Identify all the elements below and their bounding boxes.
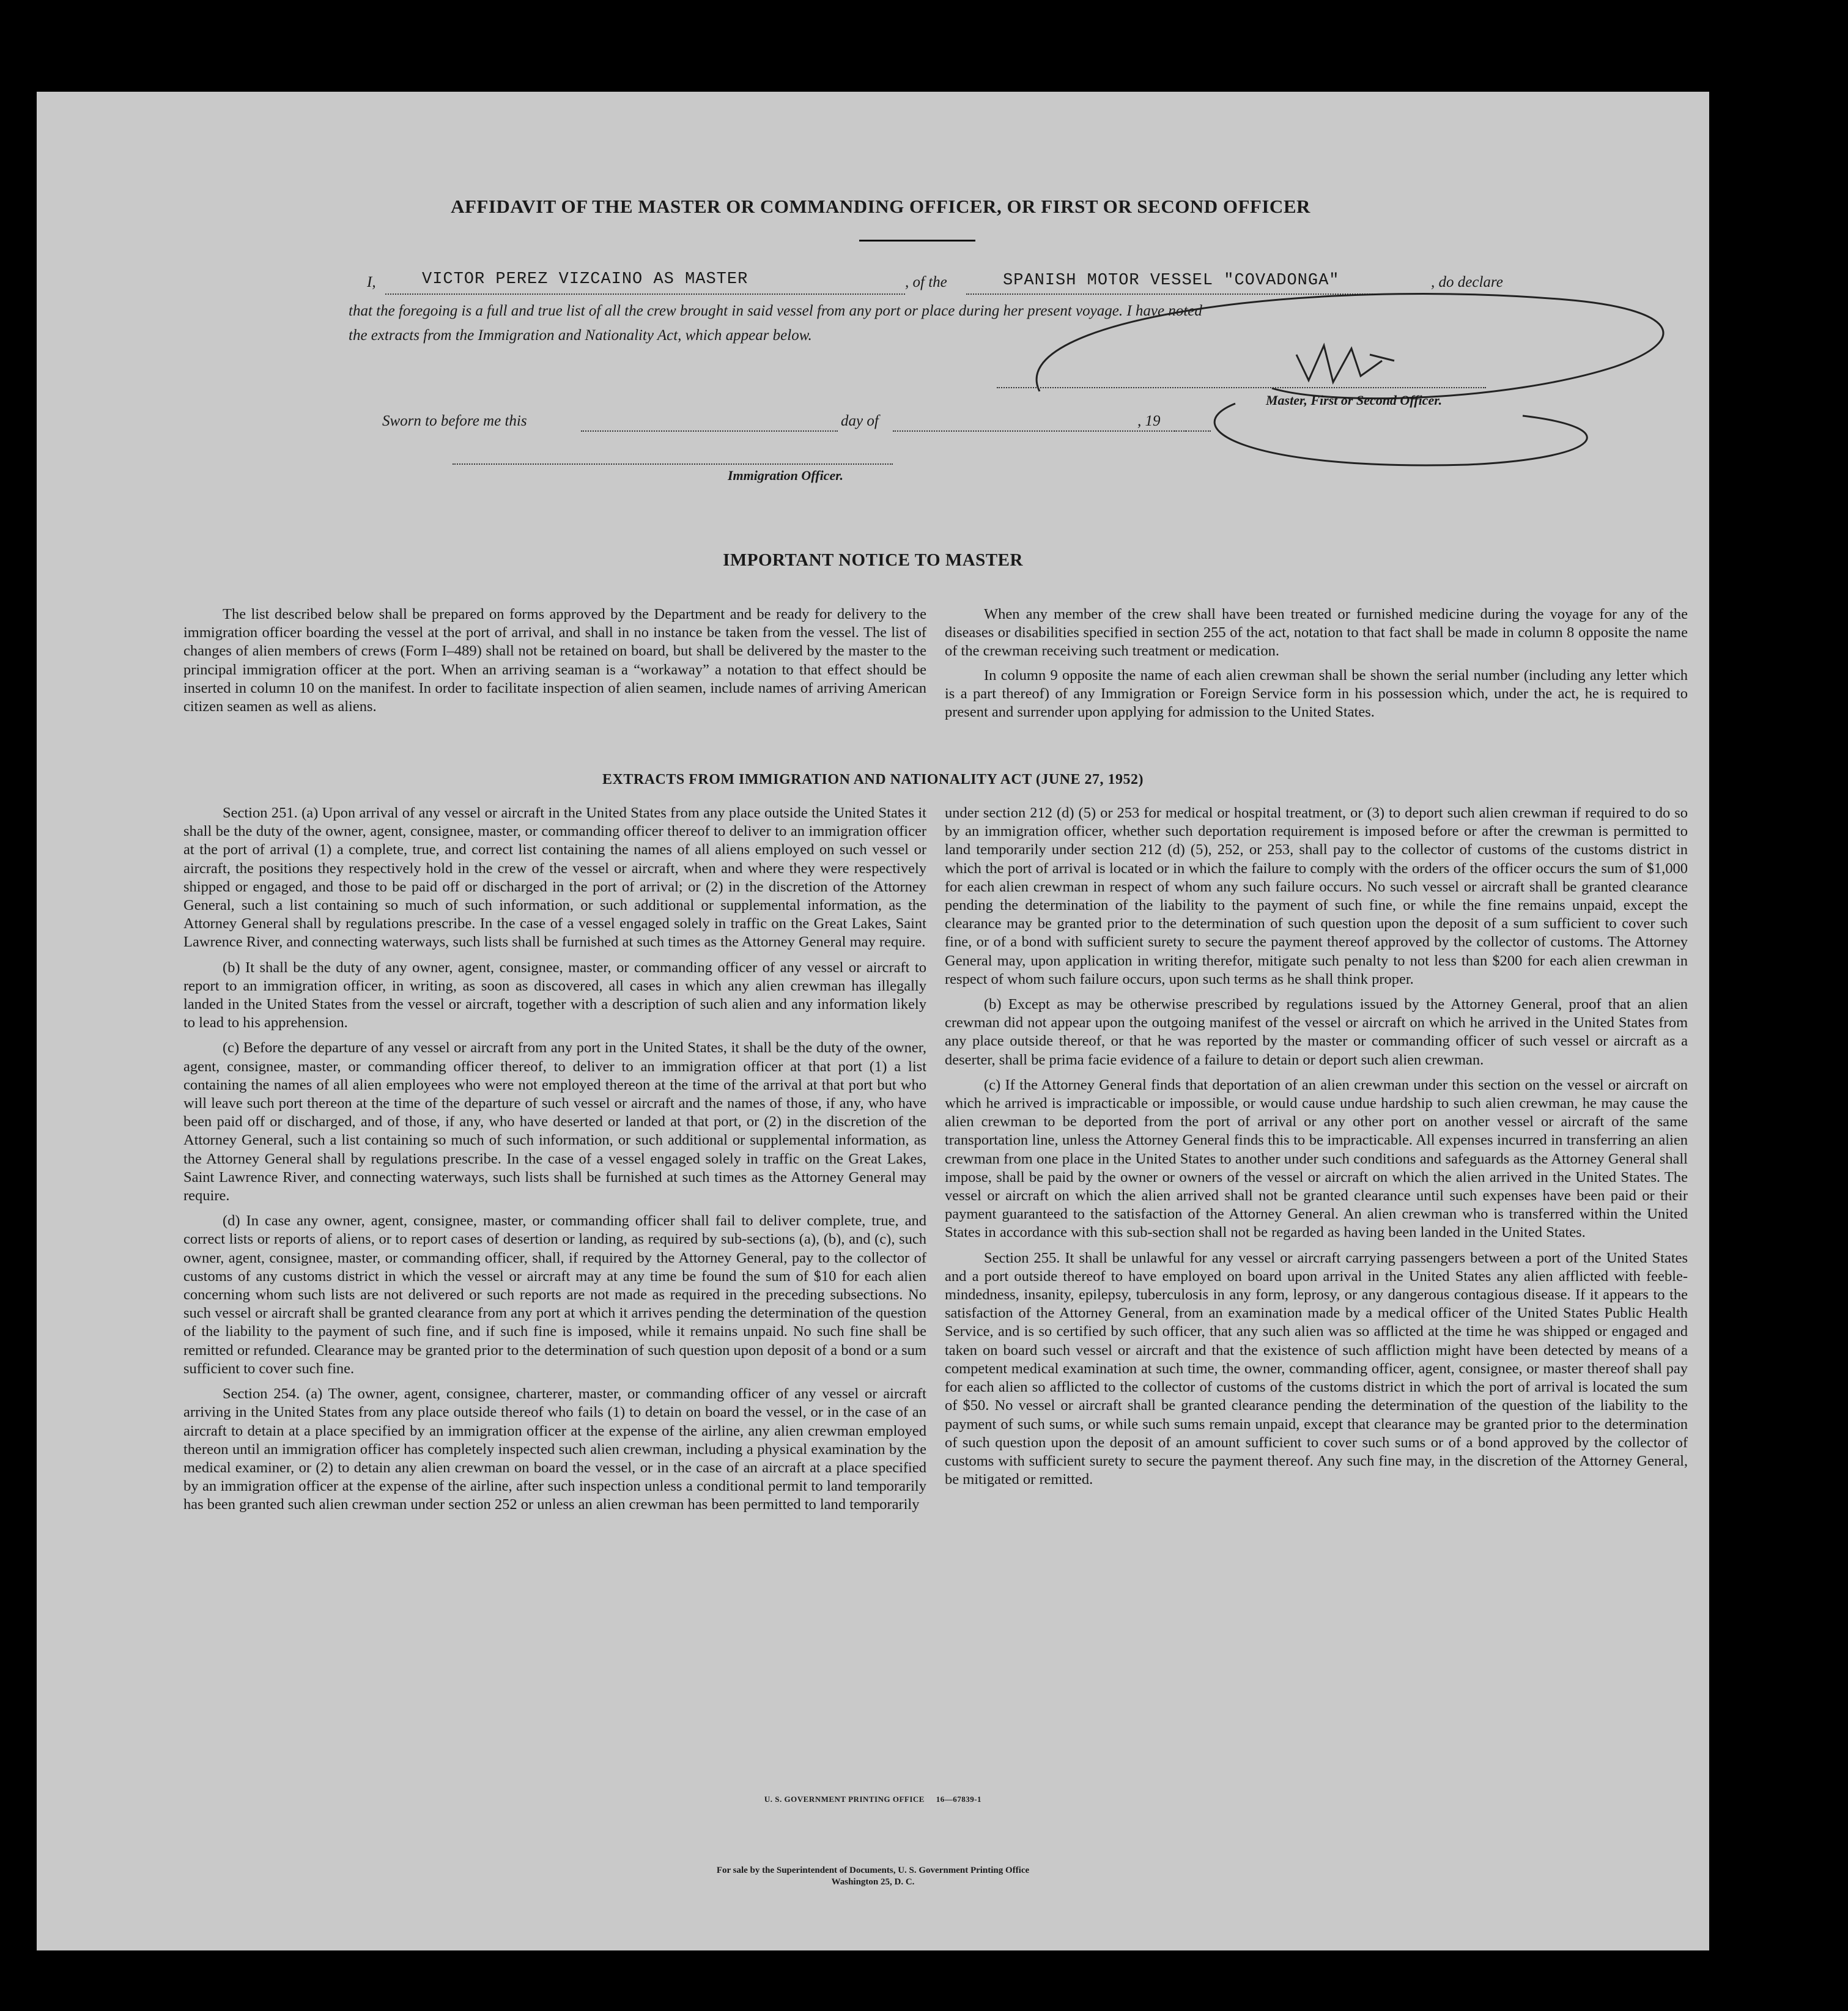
officer-signature-line (453, 463, 893, 465)
sworn-month-underline (893, 430, 1186, 432)
sworn-day-underline (581, 430, 838, 432)
title-underline (859, 240, 975, 242)
binder-hole (1750, 662, 1782, 693)
day-of-label: day of (841, 413, 879, 429)
binder-hole (1750, 268, 1782, 300)
affidavit-prefix: I, (367, 274, 376, 290)
binder-hole (1750, 1319, 1782, 1351)
extract-paragraph: (c) If the Attorney General finds that deportation of an alien crewman under this section on the vessel or aircraft on which he arrived is impracticable or impossible, or would cause undue hardship to such alien crewman, he may cause the alien crewman to be deported from the port of arrival or any other port on another vessel or aircraft of the same transportation line, unless the Attorney General finds this to be impracticable. All expenses incurred in transferring an alien crewman from one place in the United States to another under such conditions and safeguards as the Attorney General shall impose, shall be paid by the owner or owners of the vessel or aircraft on which the alien arrived in the United States. The vessel or aircraft on which the alien arrived shall not be granted clearance until such expenses have been paid or their payment guaranteed to the satisfaction of the Attorney General. An alien crewman who is transferred within the United States in accordance with this sub-section shall not be regarded as having been landed in the United States. (945, 1076, 1688, 1241)
notice-right-paragraph: When any member of the crew shall have been treated or furnished medicine during the voyage for any of the diseases or disabilities specified in section 255 of the act, notation to that fact shall be made in column 8 opposite the name of the crewman receiving such treatment or medication. (945, 606, 1688, 660)
extract-paragraph: (c) Before the departure of any vessel or aircraft from any port in the United States, it shall be the duty of the owner, agent, consignee, master, or commanding officer thereof, to deliver to an immigration officer at that port (1) a list containing the names of all alien employees who were not employed thereon at the time of the arrival at that port but who will leave such port thereon at the time of the departure of such vessel or aircraft and the names of those, if any, who have been paid off or discharged, and of those, if any, who have deserted or landed at that port, or (2) in the discretion of the Attorney General, such a list containing so much of such information, or such additional or supplemental information, as the Attorney General shall by regulations prescribe. In the case of a vessel engaged solely in traffic on the Great Lakes, Saint Lawrence River, and connecting waterways, such lists shall be furnished at such times as the Attorney General may require. (183, 1039, 926, 1205)
extract-paragraph: Section 255. It shall be unlawful for any vessel or aircraft carrying passengers between a port of the United States and a port outside thereof to have employed on board upon arrival in the United States any alien afflicted with feeble-mindedness, insanity, epilepsy, tuberculosis in any form, leprosy, or any dangerous contagious disease. If it appears to the satisfaction of the Attorney General, from an examination made by a medical officer of the United States Public Health Service, and is so certified by such officer, that any such alien was so afflicted at the time he was shipped or engaged and taken on board such vessel or aircraft and that the existence of such affliction might have been detected by means of a competent medical examination at such time, the owner, commanding officer, agent, consignee, or master thereof shall pay for each alien so afflicted to the collector of customs of the customs district in which the port of arrival is located the sum of $50. No vessel or aircraft shall be granted clearance pending the determination of the question of the liability to the payment of such sums, or while such sums remain unpaid, except that clearance may be granted prior to the determination of such question upon the deposit of an amount sufficient to cover such sums or of a bond approved by the collector of customs with sufficient surety to secure the payment thereof. Any such fine may, in the discretion of the Attorney General, be mitigated or remitted. (945, 1249, 1688, 1488)
notice-right-column (945, 605, 1688, 727)
signature-label: Master, First or Second Officer. (1266, 393, 1443, 408)
affidavit-title: AFFIDAVIT OF THE MASTER OR COMMANDING OFFICER, OR FIRST OR SECOND OFFICER (451, 196, 1310, 217)
sworn-year-underline (1174, 430, 1211, 432)
document-page (37, 92, 1709, 1950)
vessel-name-field: SPANISH MOTOR VESSEL "COVADONGA" (1003, 271, 1340, 290)
extract-paragraph: under section 212 (d) (5) or 253 for medical or hospital treatment, or (3) to deport such alien crewman if required to do so by an immigration officer, whether such deportation requirement is imposed before or after the crewman is permitted to land temporarily under section 212 (d) (5), 252, or 253, shall pay to the collector of customs of the customs district in which the port of arrival is located or in which the failure to comply with the orders of the officer occurs the sum of $1,000 for each alien crewman in respect of whom any such failure occurs. No such vessel or aircraft shall be granted clearance pending the determination of the liability to the payment of such fine, or while the fine remains unpaid, except the clearance may be granted prior to the determination of such question upon the deposit of a sum sufficient to cover such fine, or of a bond with sufficient surety to secure the payment thereof approved by the collector of customs. The Attorney General may, upon application in writing therefor, mitigate such penalty to not less than $200 for each alien crewman in respect of whom such failure occurs, upon such terms as he shall think proper. (945, 805, 1688, 987)
binder-hole (1750, 1811, 1782, 1843)
extracts-left-column (183, 804, 926, 1521)
of-the-label: , of the (905, 274, 947, 290)
extracts-right-column (945, 804, 1688, 1496)
extract-paragraph: (b) It shall be the duty of any owner, agent, consignee, master, or commanding officer of any vessel or aircraft to report to an immigration officer, in writing, as soon as discovered, all cases in which any alien crewman has illegally landed in the United States from the vessel or aircraft, together with a description of such alien and any information likely to lead to his apprehension. (183, 959, 926, 1031)
extract-paragraph: (d) In case any owner, agent, consignee, master, or commanding officer shall fail to deliver complete, true, and correct lists or reports of aliens, or to report cases of desertion or landing, as required by sub-sections (a), (b), and (c), such owner, agent, consignee, master, or commanding officer, shall, if required by the Attorney General, pay to the collector of customs of any customs district in which the vessel or aircraft may at any time be found the sum of $10 for each alien concerning whom such lists are not delivered or such reports are not made as required in the preceding subsections. No such vessel or aircraft shall be granted clearance from any port at which it arrives pending the determination of the question of the liability to the payment of such fine, and if such fine is imposed, while it remains unpaid. No such fine shall be remitted or refunded. Clearance may be granted prior to the determination of such question upon deposit of a bond or a sum sufficient to cover such fine. (183, 1212, 926, 1377)
extract-paragraph: (b) Except as may be otherwise prescribed by regulations issued by the Attorney General, proof that an alien crewman did not appear upon the outgoing manifest of the vessel or aircraft on which he arrived in the United States from any place outside thereof, or that he was reported by the master or commanding officer of such vessel or aircraft as a deserter, shall be prima facie evidence of a failure to detain or deport such alien crewman. (945, 996, 1688, 1068)
notice-title: IMPORTANT NOTICE TO MASTER (723, 550, 1023, 570)
sworn-prefix: Sworn to before me this (382, 413, 527, 429)
footer-line-1: For sale by the Superintendent of Documents, U. S. Government Printing Office (716, 1865, 1030, 1875)
extract-paragraph: Section 254. (a) The owner, agent, consignee, charterer, master, or commanding officer of any vessel or aircraft arriving in the United States from any place outside thereof who fails (1) to detain on board the vessel, or in the case of an aircraft to detain at a place specified by an immigration officer at the expense of the airline, any alien crewman employed thereon until an immigration officer has completely inspected such alien crewman, including a physical examination by the medical examiner, or (2) to detain any alien crewman on board the vessel, or in the case of an aircraft at a place specified by an immigration officer at the expense of the airline, after such inspection unless a conditional permit to land temporarily has been granted such alien crewman under section 252 or unless an alien crewman has been permitted to land temporarily (183, 1386, 926, 1513)
year-prefix: , 19 (1137, 413, 1161, 429)
footer-line-2: Washington 25, D. C. (831, 1877, 915, 1887)
notice-left-paragraph: The list described below shall be prepared on forms approved by the Department and be ready for delivery to the immigration officer boarding the vessel at the port of arrival, and shall in no instance be taken from the vessel. The list of changes of alien members of crews (Form I–489) shall not be retained on board, but shall be delivered by the master to the principal immigration officer at the port. When an arriving seaman is a “workaway” a notation to that effect should be inserted in column 10 on the manifest. In order to facilitate inspection of alien seamen, include names of arriving American citizen seamen as well as aliens. (183, 606, 926, 715)
binder-hole (1750, 763, 1782, 795)
binder-hole (1750, 367, 1782, 399)
extracts-title: EXTRACTS FROM IMMIGRATION AND NATIONALITY ACT (JUNE 27, 1952) (602, 772, 1144, 788)
signature (991, 275, 1712, 477)
binder-hole (1750, 1711, 1782, 1743)
extract-paragraph: Section 251. (a) Upon arrival of any vessel or aircraft in the United States from any place outside the United States it shall be the duty of the owner, agent, consignee, master, or commanding officer thereof to deliver to an immigration officer at the port of arrival (1) a complete, true, and correct list containing the names of all aliens employed on such vessel or aircraft, the positions they respectively hold in the crew of the vessel or aircraft, when and where they were respectively shipped or engaged, and those to be paid off or discharged in the port of arrival; or (2) in the discretion of the Attorney General, such a list containing so much of such information, or such additional or supplemental information, as the Attorney General shall by regulations prescribe. In the case of a vessel engaged solely in traffic on the Great Lakes, Saint Lawrence River, and connecting waterways, such lists shall be furnished at such times as the Attorney General may require. (183, 805, 926, 951)
do-declare-label: , do declare (1431, 274, 1503, 290)
notice-left-column (183, 605, 926, 721)
notice-right-paragraph: In column 9 opposite the name of each alien crewman shall be shown the serial number (including any letter which is a part thereof) of any Immigration or Foreign Service form in his possession which, under the act, he is required to present and surrender upon applying for admission to the United States. (945, 666, 1688, 721)
master-name-underline (385, 293, 905, 295)
affidavit-line-2: that the foregoing is a full and true list of all the crew brought in said vessel from any port or place during her present voyage. I have noted (349, 303, 1202, 319)
officer-label: Immigration Officer. (728, 468, 844, 483)
printing-office-imprint: U. S. GOVERNMENT PRINTING OFFICE 16—67839-1 (764, 1795, 982, 1804)
sale-footer (37, 1865, 1709, 1888)
signature-line (997, 387, 1486, 388)
master-name-field: VICTOR PEREZ VIZCAINO AS MASTER (422, 270, 748, 289)
affidavit-line-3: the extracts from the Immigration and Nationality Act, which appear below. (349, 327, 812, 344)
